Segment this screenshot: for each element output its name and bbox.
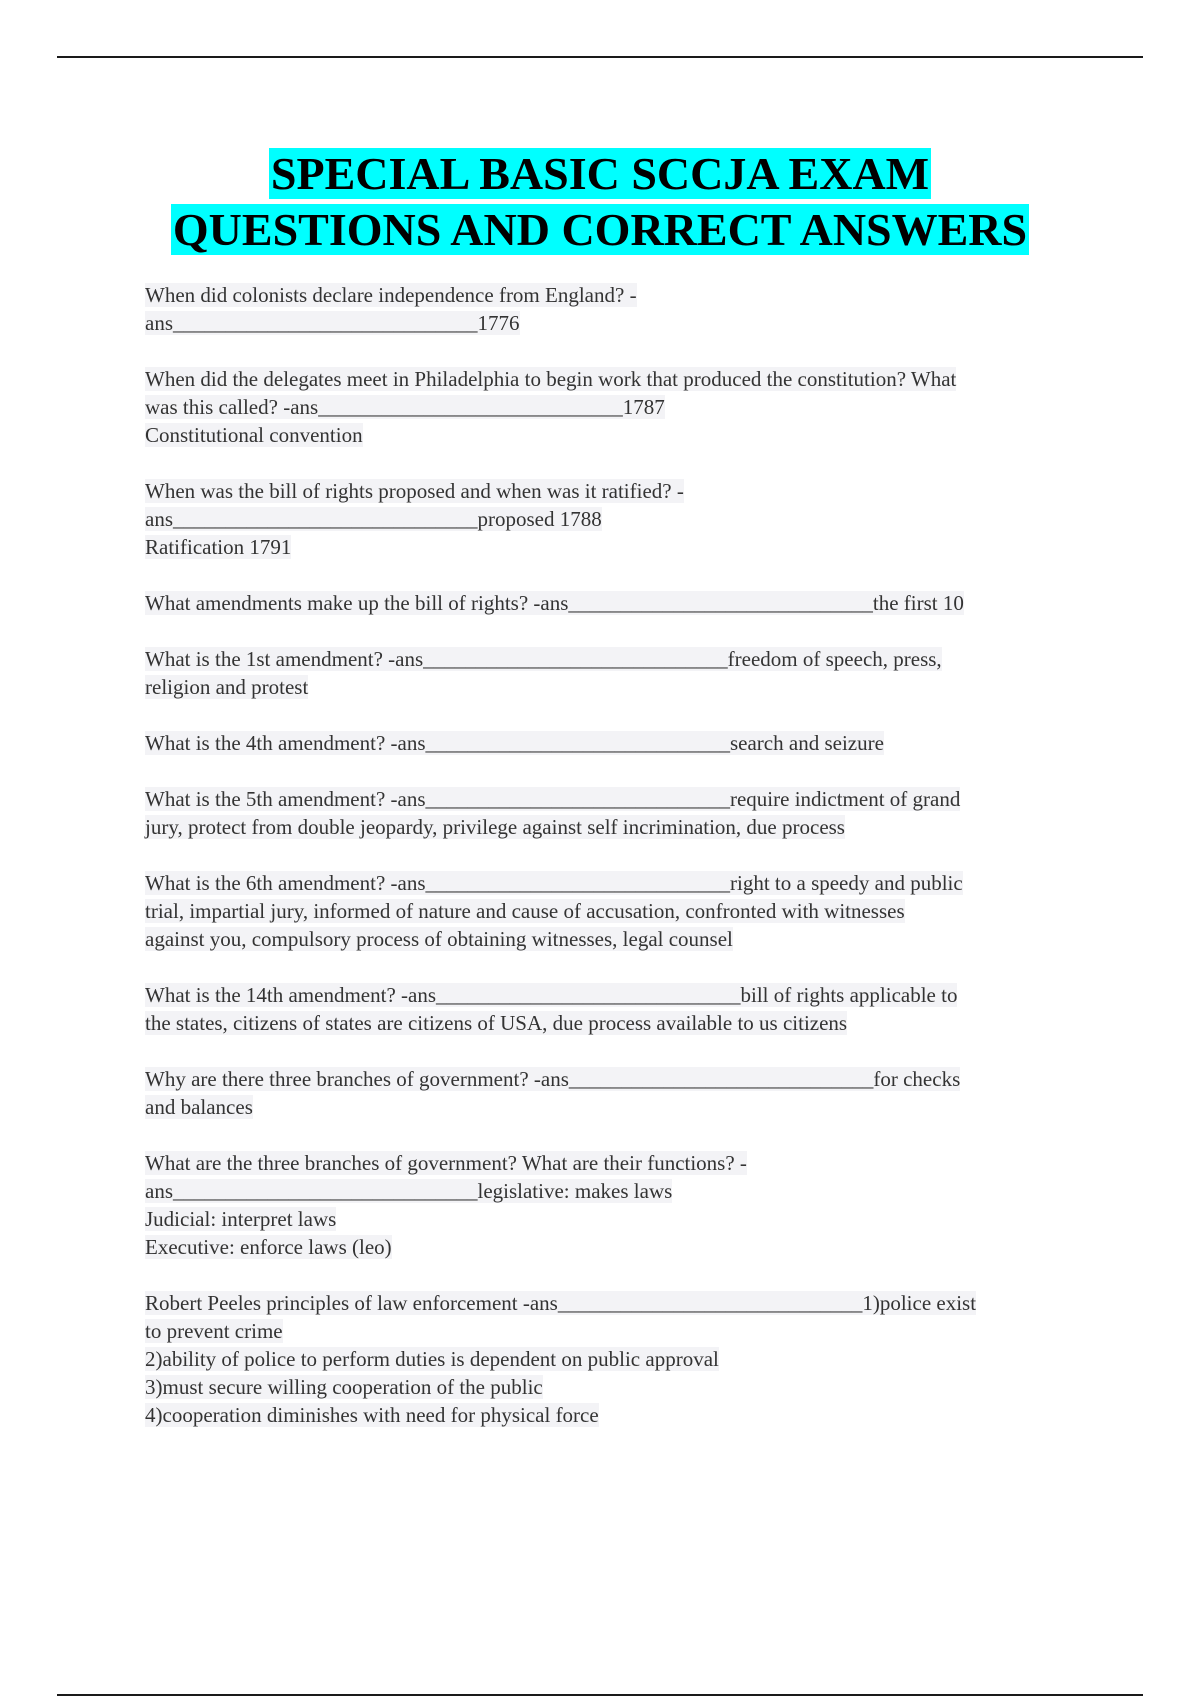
qa-line-text: religion and protest bbox=[145, 675, 309, 699]
qa-line-text: What is the 6th amendment? -ans_____________________________right to a speedy and public bbox=[145, 871, 963, 895]
qa-line-text: What is the 4th amendment? -ans_____________________________search and seizure bbox=[145, 731, 884, 755]
qa-line-text: When was the bill of rights proposed and when was it ratified? - bbox=[145, 479, 684, 503]
qa-item bbox=[145, 869, 1085, 953]
qa-line-text: When did the delegates meet in Philadelphia to begin work that produced the constitution? What bbox=[145, 367, 957, 391]
bottom-rule bbox=[57, 1694, 1143, 1696]
document-title bbox=[0, 146, 1200, 258]
qa-line bbox=[145, 1093, 1085, 1121]
title-line-2: QUESTIONS AND CORRECT ANSWERS bbox=[172, 204, 1028, 255]
title-line-1: SPECIAL BASIC SCCJA EXAM bbox=[270, 148, 930, 199]
qa-line bbox=[145, 925, 1085, 953]
qa-line bbox=[145, 309, 1085, 337]
qa-line-text: When did colonists declare independence from England? - bbox=[145, 283, 637, 307]
qa-line bbox=[145, 785, 1085, 813]
qa-item bbox=[145, 477, 1085, 561]
qa-line bbox=[145, 1149, 1085, 1177]
qa-line-text: 2)ability of police to perform duties is dependent on public approval bbox=[145, 1347, 719, 1371]
qa-line-text: Judicial: interpret laws bbox=[145, 1207, 337, 1231]
qa-item bbox=[145, 981, 1085, 1037]
qa-line-text: jury, protect from double jeopardy, privilege against self incrimination, due process bbox=[145, 815, 845, 839]
qa-line bbox=[145, 365, 1085, 393]
qa-line-text: trial, impartial jury, informed of nature and cause of accusation, confronted with witnesses bbox=[145, 899, 905, 923]
qa-line bbox=[145, 477, 1085, 505]
qa-line bbox=[145, 533, 1085, 561]
qa-line bbox=[145, 1345, 1085, 1373]
qa-line-text: the states, citizens of states are citizens of USA, due process available to us citizens bbox=[145, 1011, 848, 1035]
qa-item bbox=[145, 365, 1085, 449]
qa-line bbox=[145, 505, 1085, 533]
qa-item bbox=[145, 729, 1085, 757]
qa-line-text: What is the 5th amendment? -ans_____________________________require indictment of grand bbox=[145, 787, 961, 811]
qa-line bbox=[145, 589, 1085, 617]
qa-line-text: Why are there three branches of government? -ans_____________________________for checks bbox=[145, 1067, 961, 1091]
qa-line-text: What is the 1st amendment? -ans_____________________________freedom of speech, press, bbox=[145, 647, 942, 671]
qa-line bbox=[145, 869, 1085, 897]
qa-line bbox=[145, 981, 1085, 1009]
qa-item bbox=[145, 281, 1085, 337]
qa-line bbox=[145, 1373, 1085, 1401]
qa-line-text: Constitutional convention bbox=[145, 423, 363, 447]
qa-line bbox=[145, 393, 1085, 421]
qa-line bbox=[145, 1205, 1085, 1233]
qa-item bbox=[145, 785, 1085, 841]
qa-line-text: 3)must secure willing cooperation of the public bbox=[145, 1375, 543, 1399]
qa-line bbox=[145, 1233, 1085, 1261]
qa-line-text: Executive: enforce laws (leo) bbox=[145, 1235, 392, 1259]
qa-line-text: and balances bbox=[145, 1095, 253, 1119]
qa-line bbox=[145, 897, 1085, 925]
qa-line-text: Robert Peeles principles of law enforcement -ans_____________________________1)police exist bbox=[145, 1291, 977, 1315]
qa-line bbox=[145, 1065, 1085, 1093]
qa-line bbox=[145, 813, 1085, 841]
top-rule bbox=[57, 56, 1143, 58]
qa-line-text: What is the 14th amendment? -ans_____________________________bill of rights applicable to bbox=[145, 983, 958, 1007]
qa-line bbox=[145, 1009, 1085, 1037]
qa-item bbox=[145, 1149, 1085, 1261]
qa-line bbox=[145, 1317, 1085, 1345]
qa-line bbox=[145, 645, 1085, 673]
qa-list bbox=[145, 281, 1085, 1457]
qa-line-text: ans_____________________________1776 bbox=[145, 311, 520, 335]
qa-line-text: What are the three branches of government? What are their functions? - bbox=[145, 1151, 747, 1175]
qa-line-text: Ratification 1791 bbox=[145, 535, 292, 559]
qa-line bbox=[145, 281, 1085, 309]
qa-line bbox=[145, 1401, 1085, 1429]
qa-line-text: ans_____________________________proposed 1788 bbox=[145, 507, 602, 531]
qa-line-text: What amendments make up the bill of rights? -ans_____________________________the first 10 bbox=[145, 591, 964, 615]
qa-item bbox=[145, 589, 1085, 617]
qa-line-text: was this called? -ans_____________________________1787 bbox=[145, 395, 665, 419]
qa-line-text: ans_____________________________legislative: makes laws bbox=[145, 1179, 673, 1203]
qa-line bbox=[145, 1177, 1085, 1205]
qa-line-text: against you, compulsory process of obtaining witnesses, legal counsel bbox=[145, 927, 733, 951]
qa-line-text: to prevent crime bbox=[145, 1319, 283, 1343]
qa-item bbox=[145, 1289, 1085, 1429]
qa-line-text: 4)cooperation diminishes with need for physical force bbox=[145, 1403, 599, 1427]
qa-line bbox=[145, 673, 1085, 701]
qa-item bbox=[145, 645, 1085, 701]
qa-item bbox=[145, 1065, 1085, 1121]
qa-line bbox=[145, 421, 1085, 449]
qa-line bbox=[145, 1289, 1085, 1317]
qa-line bbox=[145, 729, 1085, 757]
